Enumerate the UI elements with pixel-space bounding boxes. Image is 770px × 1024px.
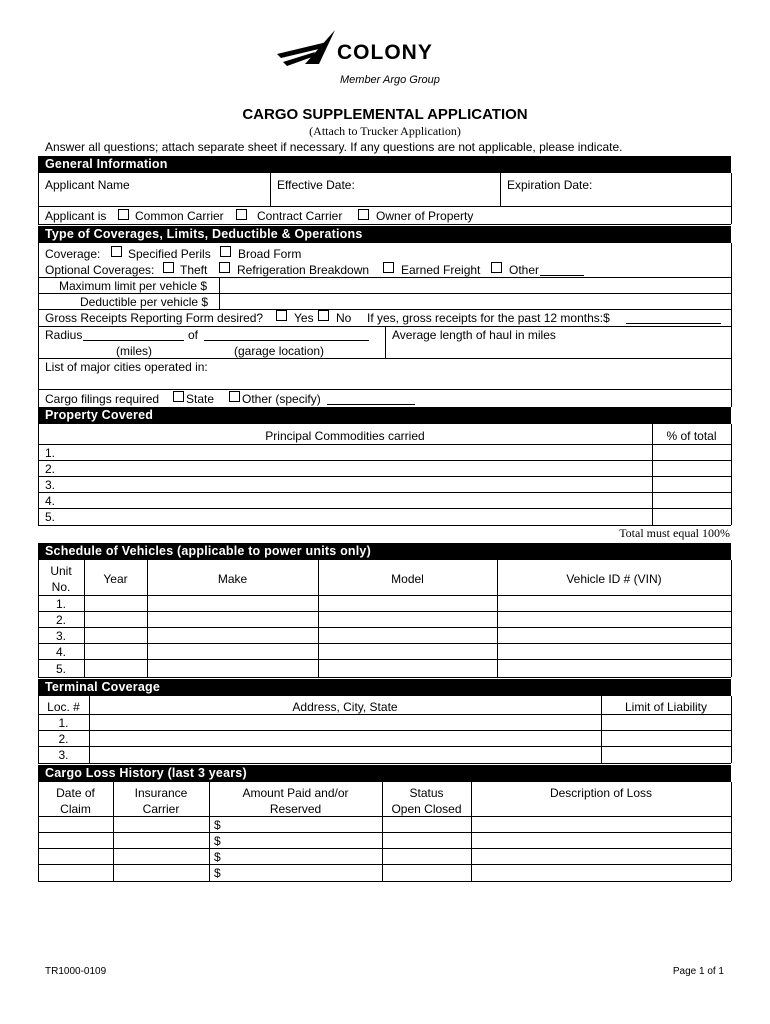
expiration-date-label: Expiration Date: [507, 178, 593, 192]
brand-name: COLONY [337, 41, 433, 64]
year-header: Year [103, 572, 128, 586]
table-row: 3. [45, 478, 56, 492]
filing-other-checkbox[interactable] [229, 391, 240, 402]
specified-perils-label: Specified Perils [128, 247, 211, 261]
broad-form-label: Broad Form [238, 247, 302, 261]
filing-other-label: Other (specify) [242, 392, 321, 406]
specified-perils-checkbox[interactable] [111, 246, 122, 257]
radius-label: Radius [45, 328, 83, 342]
commodities-header: Principal Commodities carried [265, 429, 425, 443]
section-terminal: Terminal Coverage [38, 679, 731, 696]
table-row: 4. [45, 494, 56, 508]
gross-yes-checkbox[interactable] [276, 310, 287, 321]
owner-property-checkbox[interactable] [358, 209, 369, 220]
section-loss: Cargo Loss History (last 3 years) [38, 765, 731, 782]
dollar-sign: $ [214, 866, 221, 880]
table-row: 2. [55, 613, 66, 627]
form-number: TR1000-0109 [45, 966, 107, 977]
applicant-name-label: Applicant Name [45, 178, 130, 192]
section-property: Property Covered [38, 407, 731, 424]
gross-yes-label: Yes [294, 311, 314, 325]
applicant-is-label: Applicant is [45, 209, 107, 223]
limit-header: Limit of Liability [624, 700, 708, 714]
refrigeration-label: Refrigeration Breakdown [237, 263, 370, 277]
instructions: Answer all questions; attach separate sheet if necessary. If any questions are not applicable, please indicate. [45, 140, 623, 154]
table-row: 1. [45, 446, 56, 460]
table-row: 3. [58, 748, 69, 762]
insurance-header: Insurance [134, 786, 188, 800]
unit-header: Unit [50, 564, 72, 578]
section-vehicles: Schedule of Vehicles (applicable to power units only) [38, 543, 731, 560]
theft-checkbox[interactable] [163, 262, 174, 273]
filing-state-checkbox[interactable] [173, 391, 184, 402]
loc-header: Loc. # [47, 700, 80, 714]
deductible-label: Deductible per vehicle $ [80, 295, 209, 309]
dollar-sign: $ [214, 850, 221, 864]
table-row: 2. [45, 462, 56, 476]
avg-haul-label: Average length of haul in miles [392, 328, 556, 342]
filing-state-label: State [186, 392, 215, 406]
table-row: 4. [55, 645, 66, 659]
broad-form-checkbox[interactable] [220, 246, 231, 257]
coverage-label: Coverage: [45, 247, 101, 261]
amount-header: Amount Paid and/or [242, 786, 349, 800]
address-header: Address, City, State [292, 700, 398, 714]
dollar-sign: $ [214, 834, 221, 848]
section-coverages: Type of Coverages, Limits, Deductible & Operations [38, 226, 731, 243]
date-header: Date of [56, 786, 95, 800]
description-header: Description of Loss [549, 786, 653, 800]
gross-no-checkbox[interactable] [318, 310, 329, 321]
total-note: Total must equal 100% [619, 526, 730, 540]
date-header-2: Claim [60, 802, 91, 816]
colony-logo-icon [275, 28, 337, 68]
other-coverage-checkbox[interactable] [491, 262, 502, 273]
vin-header: Vehicle ID # (VIN) [566, 572, 662, 586]
brand-tagline: Member Argo Group [340, 74, 440, 86]
common-carrier-checkbox[interactable] [118, 209, 129, 220]
page-title: CARGO SUPPLEMENTAL APPLICATION [242, 106, 528, 123]
owner-property-label: Owner of Property [376, 209, 474, 223]
other-coverage-label: Other [509, 263, 540, 277]
section-general: General Information [38, 156, 731, 173]
earned-freight-checkbox[interactable] [383, 262, 394, 273]
effective-date-label: Effective Date: [277, 178, 355, 192]
optional-coverages-label: Optional Coverages: [45, 263, 155, 277]
model-header: Model [391, 572, 424, 586]
table-row: 1. [55, 597, 66, 611]
make-header: Make [217, 572, 248, 586]
table-row: 2. [58, 732, 69, 746]
dollar-sign: $ [214, 818, 221, 832]
contract-carrier-label: Contract Carrier [257, 209, 343, 223]
table-row: 3. [55, 629, 66, 643]
gross-receipts-label: Gross Receipts Reporting Form desired? [45, 311, 264, 325]
earned-freight-label: Earned Freight [401, 263, 481, 277]
table-row: 5. [45, 510, 56, 524]
table-row: 1. [58, 716, 69, 730]
table-row: 5. [55, 662, 66, 676]
max-limit-label: Maximum limit per vehicle $ [59, 279, 208, 293]
page-number: Page 1 of 1 [672, 966, 724, 977]
miles-label: (miles) [116, 344, 152, 358]
insurance-header-2: Carrier [142, 802, 180, 816]
common-carrier-label: Common Carrier [135, 209, 224, 223]
gross-no-label: No [336, 311, 352, 325]
page-subtitle: (Attach to Trucker Application) [309, 124, 461, 138]
radius-of-label: of [188, 328, 199, 342]
contract-carrier-checkbox[interactable] [236, 209, 247, 220]
status-header: Status [409, 786, 444, 800]
garage-label: (garage location) [234, 344, 325, 358]
status-header-2: Open Closed [391, 802, 462, 816]
amount-header-2: Reserved [269, 802, 322, 816]
gross-if-yes-label: If yes, gross receipts for the past 12 months:$ [367, 311, 610, 325]
cargo-filings-label: Cargo filings required [45, 392, 160, 406]
unit-header-no: No. [51, 580, 71, 594]
refrigeration-checkbox[interactable] [219, 262, 230, 273]
theft-label: Theft [180, 263, 208, 277]
percent-header: % of total [666, 429, 717, 443]
major-cities-label: List of major cities operated in: [45, 360, 208, 374]
